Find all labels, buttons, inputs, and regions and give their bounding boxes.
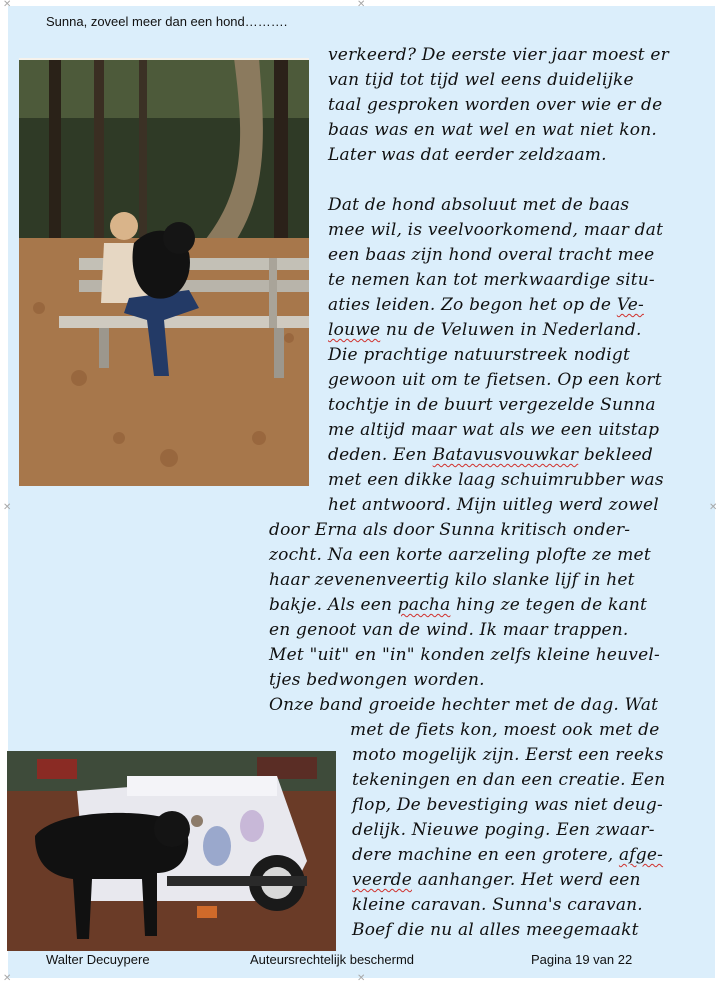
body-text: bakje. Als een (269, 595, 398, 615)
body-text: hing ze tegen de kant (450, 595, 648, 615)
forest-bench-illustration (19, 58, 309, 486)
body-line: Dat de hond absoluut met de baas (328, 195, 630, 215)
body-line: moto mogelijk zijn. Eerst een reeks (352, 745, 664, 765)
photo-dog-caravan (7, 751, 336, 951)
body-line: haar zevenenveertig kilo slanke lijf in het (269, 570, 635, 590)
crop-mark-icon: ✕ (357, 973, 366, 984)
crop-mark-icon: ✕ (709, 502, 718, 513)
body-line: tekeningen en dan een creatie. Een (352, 770, 666, 790)
footer-author: Walter Decuypere (46, 952, 150, 967)
body-line: van tijd tot tijd wel eens duidelijke (328, 70, 634, 90)
body-line: met de fiets kon, moest ook met de (350, 720, 660, 740)
body-line: mee wil, is veelvoorkomend, maar dat (328, 220, 664, 240)
crop-mark-icon: ✕ (3, 973, 12, 984)
body-line: delijk. Nieuwe poging. Een zwaar- (352, 820, 655, 840)
body-line (269, 593, 647, 618)
body-line: Later was dat eerder zeldzaam. (328, 145, 607, 165)
spellcheck-word: louwe (328, 320, 381, 340)
body-line: Boef die nu al alles meegemaakt (352, 920, 639, 940)
body-line (328, 443, 653, 468)
body-line (352, 843, 663, 868)
body-text: nu de Veluwen in Nederland. (380, 320, 642, 340)
photo-border (19, 58, 309, 60)
spellcheck-word: Ve- (616, 295, 644, 315)
body-line: Die prachtige natuurstreek nodigt (328, 345, 631, 365)
crop-mark-icon: ✕ (357, 0, 366, 10)
body-text: aties leiden. Zo begon het op de (328, 295, 617, 315)
footer-copyright: Auteursrechtelijk beschermd (250, 952, 415, 967)
body-line (328, 318, 642, 343)
body-line: Met "uit" en "in" konden zelfs kleine heuvel- (269, 645, 660, 665)
body-line: kleine caravan. Sunna's caravan. (352, 895, 643, 915)
body-line (352, 868, 641, 893)
body-line: me altijd maar wat als we een uitstap (328, 420, 660, 440)
body-line: baas was en wat wel en wat niet kon. (328, 120, 657, 140)
body-line: gewoon uit om te fietsen. Op een kort (328, 370, 662, 390)
footer-page-number: Pagina 19 van 22 (531, 952, 633, 967)
body-text: aanhanger. Het werd een (412, 870, 641, 890)
crop-mark-icon: ✕ (3, 502, 12, 513)
crop-mark-icon: ✕ (3, 0, 12, 10)
body-line: te nemen kan tot merkwaardige situ- (328, 270, 655, 290)
body-text: bekleed (578, 445, 653, 465)
spellcheck-word: afge- (618, 845, 664, 865)
body-line: tochtje in de buurt vergezelde Sunna (328, 395, 656, 415)
body-line: tjes bedwongen worden. (269, 670, 485, 690)
body-line: het antwoord. Mijn uitleg werd zowel (328, 495, 659, 515)
dog-caravan-illustration (7, 751, 336, 951)
body-text: deden. Een (328, 445, 433, 465)
body-line: taal gesproken worden over wie er de (328, 95, 663, 115)
spellcheck-word: veerde (352, 870, 412, 890)
body-line: met een dikke laag schuimrubber was (328, 470, 664, 490)
body-line: door Erna als door Sunna kritisch onder- (269, 520, 631, 540)
body-line: een baas zijn hond overal tracht mee (328, 245, 655, 265)
spellcheck-word: pacha (397, 595, 451, 615)
body-text: dere machine en een grotere, (352, 845, 619, 865)
body-line (328, 293, 644, 318)
body-line: en genoot van de wind. Ik maar trappen. (269, 620, 629, 640)
page-header: Sunna, zoveel meer dan een hond………. (46, 14, 288, 29)
spellcheck-word: Batavusvouwkar (432, 445, 579, 465)
body-line: flop, De bevestiging was niet deug- (352, 795, 663, 815)
photo-forest-bench (19, 58, 309, 486)
body-line: Onze band groeide hechter met de dag. Wat (269, 695, 659, 715)
body-line: verkeerd? De eerste vier jaar moest er (328, 45, 669, 65)
body-line: zocht. Na een korte aarzeling plofte ze met (269, 545, 651, 565)
